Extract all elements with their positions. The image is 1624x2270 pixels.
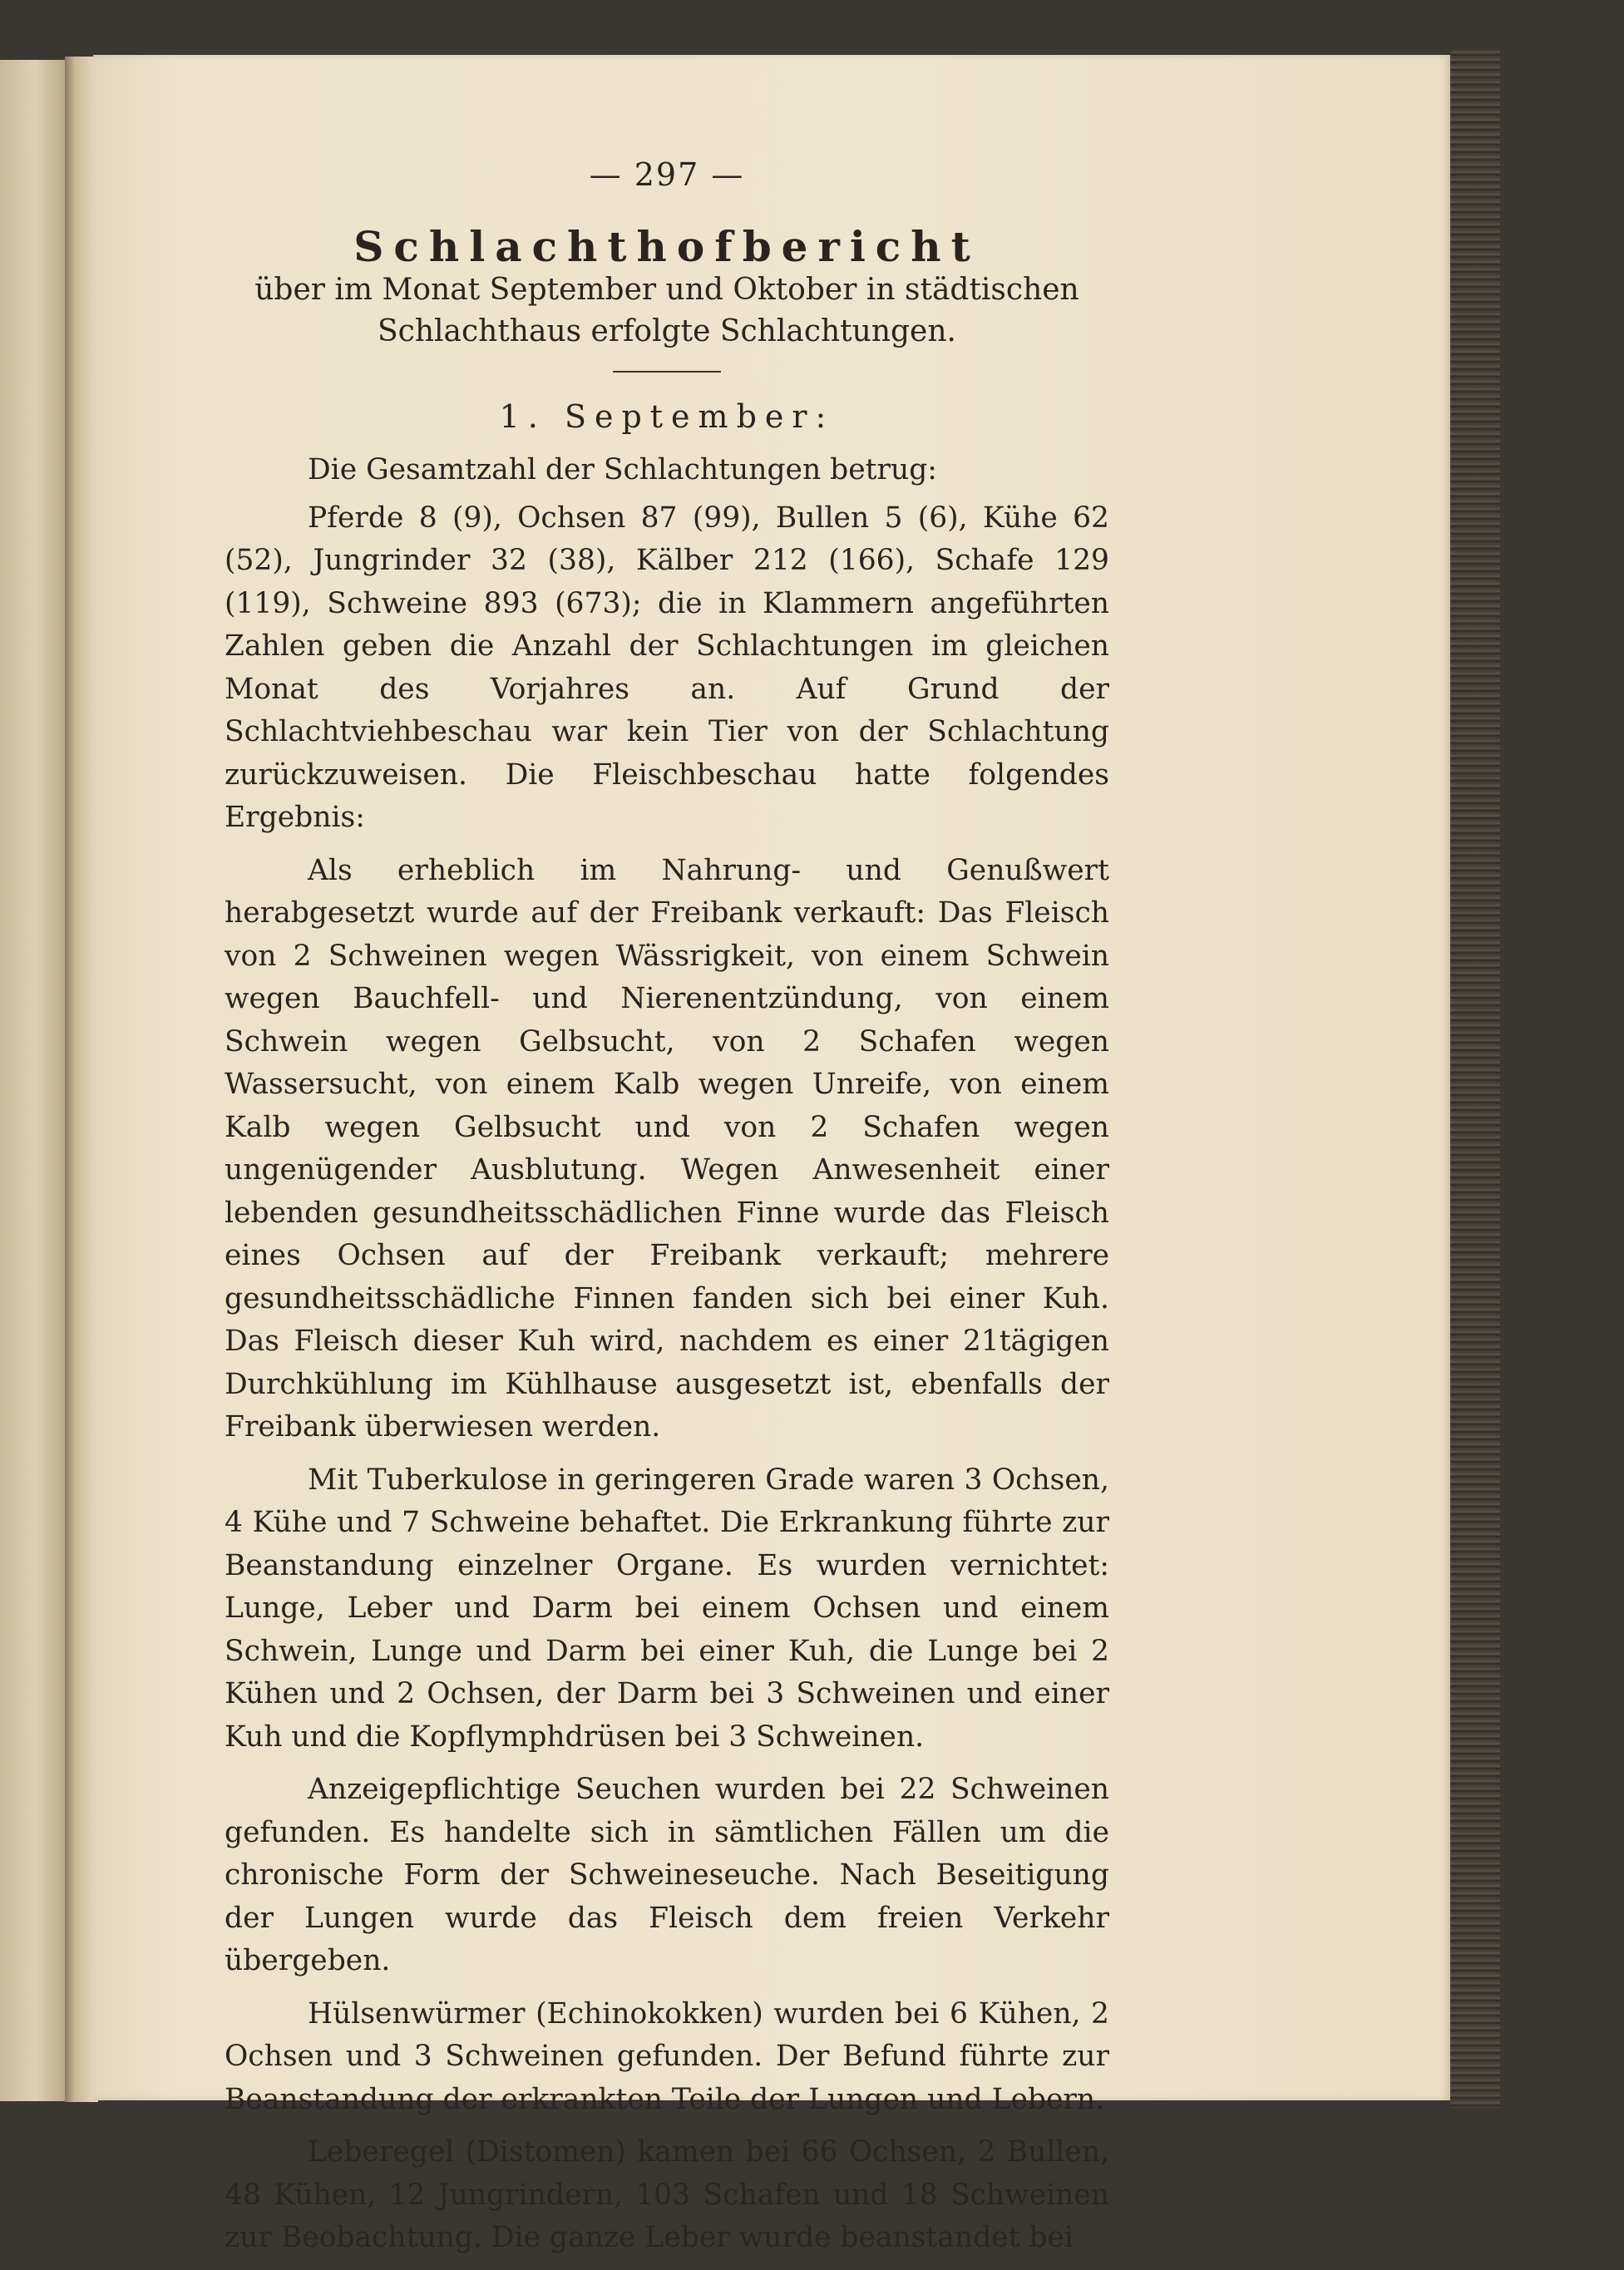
- paragraph: Pferde 8 (9), Ochsen 87 (99), Bullen 5 (6), Kühe 62 (52), Jungrinder 32 (38), Kälber 212 (166), Schafe 129 (119), Schweine 893 (673); die in Klammern angeführten Zahlen geben die Anzahl der Schlachtungen im gleichen Monat des Vorjahres an. Auf Grund der Schlachtviehbeschau war kein Tier von der Schlachtung zurückzuweisen. Die Fleischbeschau hatte folgendes Ergebnis:: [225, 501, 1109, 834]
- section-heading: 1. September:: [499, 398, 835, 435]
- paragraph: Mit Tuberkulose in geringeren Grade waren 3 Ochsen, 4 Kühe und 7 Schweine behaftet. Die Erkrankung führte zur Beanstandung einzelner Organe. Es wurden vernichtet: Lunge, Leber und Darm bei einem Ochsen und einem Schwein, Lunge und Darm bei einer Kuh, die Lunge bei 2 Kühen und 2 Ochsen, der Darm bei 3 Schweinen und einer Kuh und die Kopflymphdrüsen bei 3 Schweinen.: [225, 1463, 1109, 1754]
- paragraph: Als erheblich im Nahrung- und Genußwert herabgesetzt wurde auf der Freibank verkauft: Das Fleisch von 2 Schweinen wegen Wässrigkeit, von einem Schwein wegen Bauchfell- und Nierenentzündung, von einem Schwein wegen Gelbsucht, von 2 Schafen wegen Wassersucht, von einem Kalb wegen Unreife, von einem Kalb wegen Gelbsucht und von 2 Schafen wegen ungenügender Ausblutung. Wegen Anwesenheit einer lebenden gesundheitsschädlichen Finne wurde das Fleisch eines Ochsen auf der Freibank verkauft; mehrere gesundheitsschädliche Finnen fanden sich bei einer Kuh. Das Fleisch dieser Kuh wird, nachdem es einer 21tägigen Durchkühlung im Kühlhause ausgesetzt ist, ebenfalls der Freibank überwiesen werden.: [225, 853, 1109, 1443]
- paragraph: Anzeigepflichtige Seuchen wurden bei 22 Schweinen gefunden. Es handelte sich in sämtlichen Fällen um die chronische Form der Schweineseuche. Nach Beseitigung der Lungen wurde das Fleisch dem freien Verkehr übergeben.: [225, 1773, 1109, 1977]
- page-subtitle: über im Monat September und Oktober in städtischen Schlachthaus erfolgte Schlachtungen.: [254, 273, 1079, 348]
- book-cover-edge: [1450, 50, 1500, 2108]
- page-title: Schlachthofbericht: [353, 222, 980, 271]
- paragraph: Hülsenwürmer (Echinokokken) wurden bei 6 Kühen, 2 Ochsen und 3 Schweinen gefunden. Der Befund führte zur Beanstandung der erkrankten Teile der Lungen und Lebern.: [225, 1996, 1109, 2116]
- paragraph: Die Gesamtzahl der Schlachtungen betrug:: [308, 453, 937, 486]
- left-page-edge: [0, 60, 65, 2101]
- page-text-block: [225, 158, 1109, 2270]
- page-number: — 297 —: [589, 156, 745, 193]
- paragraph: Leberegel (Distomen) kamen bei 66 Ochsen, 2 Bullen, 48 Kühen, 12 Jungrindern, 103 Schafen und 18 Schweinen zur Beobachtung. Die ganze Leber wurde beanstandet bei: [225, 2135, 1109, 2254]
- title-divider: [613, 371, 721, 373]
